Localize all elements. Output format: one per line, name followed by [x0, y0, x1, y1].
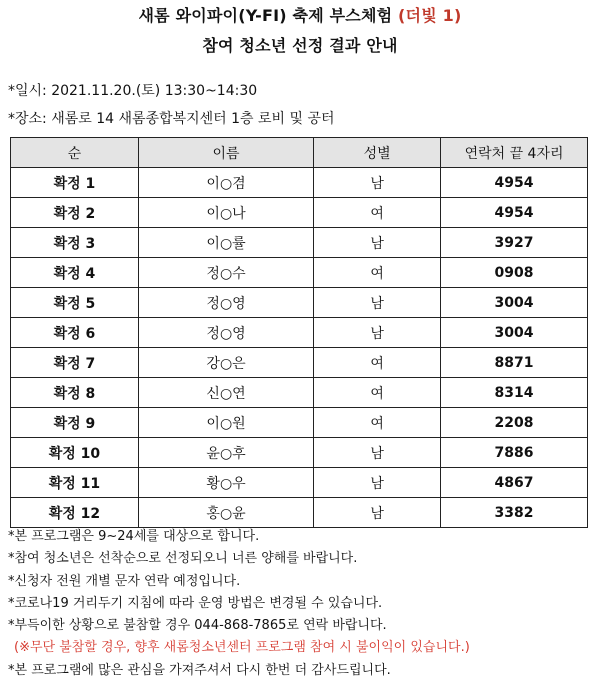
- cell-name: 홍○윤: [138, 498, 313, 528]
- cell-gender: 남: [314, 288, 441, 318]
- cell-name: 정○영: [138, 288, 313, 318]
- cell-rank: 확정 5: [11, 288, 139, 318]
- results-table: [10, 137, 588, 528]
- note-warning: (※무단 불참할 경우, 향후 새롬청소년센터 프로그램 참여 시 불이익이 있습니다.): [14, 640, 470, 656]
- cell-code: 3004: [441, 318, 588, 348]
- cell-gender: 남: [314, 318, 441, 348]
- cell-rank: 확정 2: [11, 198, 139, 228]
- table-row: [11, 258, 588, 288]
- header-contact: 연락처 끝 4자리: [441, 138, 588, 168]
- cell-name: 이○겸: [138, 168, 313, 198]
- event-date: *일시: 2021.11.20.(토) 13:30~14:30: [8, 83, 258, 99]
- cell-code: 3004: [441, 288, 588, 318]
- cell-code: 2208: [441, 408, 588, 438]
- cell-gender: 여: [314, 198, 441, 228]
- cell-rank: 확정 3: [11, 228, 139, 258]
- cell-code: 0908: [441, 258, 588, 288]
- table-row: [11, 438, 588, 468]
- cell-name: 황○우: [138, 468, 313, 498]
- cell-rank: 확정 12: [11, 498, 139, 528]
- header-rank: 순: [11, 138, 139, 168]
- note-absence: *부득이한 상황으로 불참할 경우 044-868-7865로 연락 바랍니다.: [8, 618, 387, 634]
- cell-code: 8314: [441, 378, 588, 408]
- cell-name: 강○은: [138, 348, 313, 378]
- cell-code: 4954: [441, 168, 588, 198]
- cell-gender: 여: [314, 408, 441, 438]
- table-row: [11, 168, 588, 198]
- note-covid: *코로나19 거리두기 지침에 따라 운영 방법은 변경될 수 있습니다.: [8, 595, 383, 611]
- cell-rank: 확정 4: [11, 258, 139, 288]
- table-row: [11, 348, 588, 378]
- cell-gender: 여: [314, 348, 441, 378]
- table-row: [11, 378, 588, 408]
- cell-name: 이○원: [138, 408, 313, 438]
- cell-rank: 확정 8: [11, 378, 139, 408]
- cell-name: 이○나: [138, 198, 313, 228]
- page-subtitle: 참여 청소년 선정 결과 안내: [202, 36, 398, 55]
- cell-gender: 남: [314, 498, 441, 528]
- table-row: [11, 498, 588, 528]
- event-place: *장소: 새롬로 14 새롬종합복지센터 1층 로비 및 공터: [8, 111, 335, 127]
- cell-code: 4867: [441, 468, 588, 498]
- notes-section: [8, 526, 470, 682]
- cell-code: 3382: [441, 498, 588, 528]
- cell-name: 정○수: [138, 258, 313, 288]
- cell-rank: 확정 1: [11, 168, 139, 198]
- cell-rank: 확정 11: [11, 468, 139, 498]
- table-row: [11, 468, 588, 498]
- cell-name: 이○률: [138, 228, 313, 258]
- table-row: [11, 408, 588, 438]
- note-contact: *신청자 전원 개별 문자 연락 예정입니다.: [8, 573, 241, 589]
- table-row: [11, 228, 588, 258]
- table-row: [11, 318, 588, 348]
- cell-name: 정○영: [138, 318, 313, 348]
- cell-gender: 남: [314, 468, 441, 498]
- table-row: [11, 198, 588, 228]
- cell-gender: 여: [314, 258, 441, 288]
- cell-code: 7886: [441, 438, 588, 468]
- title-main: 새롬 와이파이(Y-FI) 축제 부스체험: [138, 6, 393, 25]
- cell-rank: 확정 9: [11, 408, 139, 438]
- table-row: [11, 288, 588, 318]
- cell-rank: 확정 7: [11, 348, 139, 378]
- cell-name: 윤○후: [138, 438, 313, 468]
- note-selection: *참여 청소년은 선착순으로 선정되오니 너른 양해를 바랍니다.: [8, 551, 358, 567]
- cell-gender: 여: [314, 378, 441, 408]
- cell-gender: 남: [314, 438, 441, 468]
- header-name: 이름: [138, 138, 313, 168]
- note-thanks: *본 프로그램에 많은 관심을 가져주셔서 다시 한번 더 감사드립니다.: [8, 662, 391, 678]
- table-header-row: [11, 138, 588, 168]
- cell-name: 신○연: [138, 378, 313, 408]
- cell-rank: 확정 6: [11, 318, 139, 348]
- table-body: [11, 168, 588, 528]
- cell-code: 8871: [441, 348, 588, 378]
- page-title: [0, 3, 600, 26]
- cell-code: 4954: [441, 198, 588, 228]
- note-age: *본 프로그램은 9~24세를 대상으로 합니다.: [8, 529, 260, 544]
- cell-rank: 확정 10: [11, 438, 139, 468]
- cell-gender: 남: [314, 168, 441, 198]
- header-gender: 성별: [314, 138, 441, 168]
- cell-gender: 남: [314, 228, 441, 258]
- title-accent: (더빛 1): [398, 6, 462, 25]
- cell-code: 3927: [441, 228, 588, 258]
